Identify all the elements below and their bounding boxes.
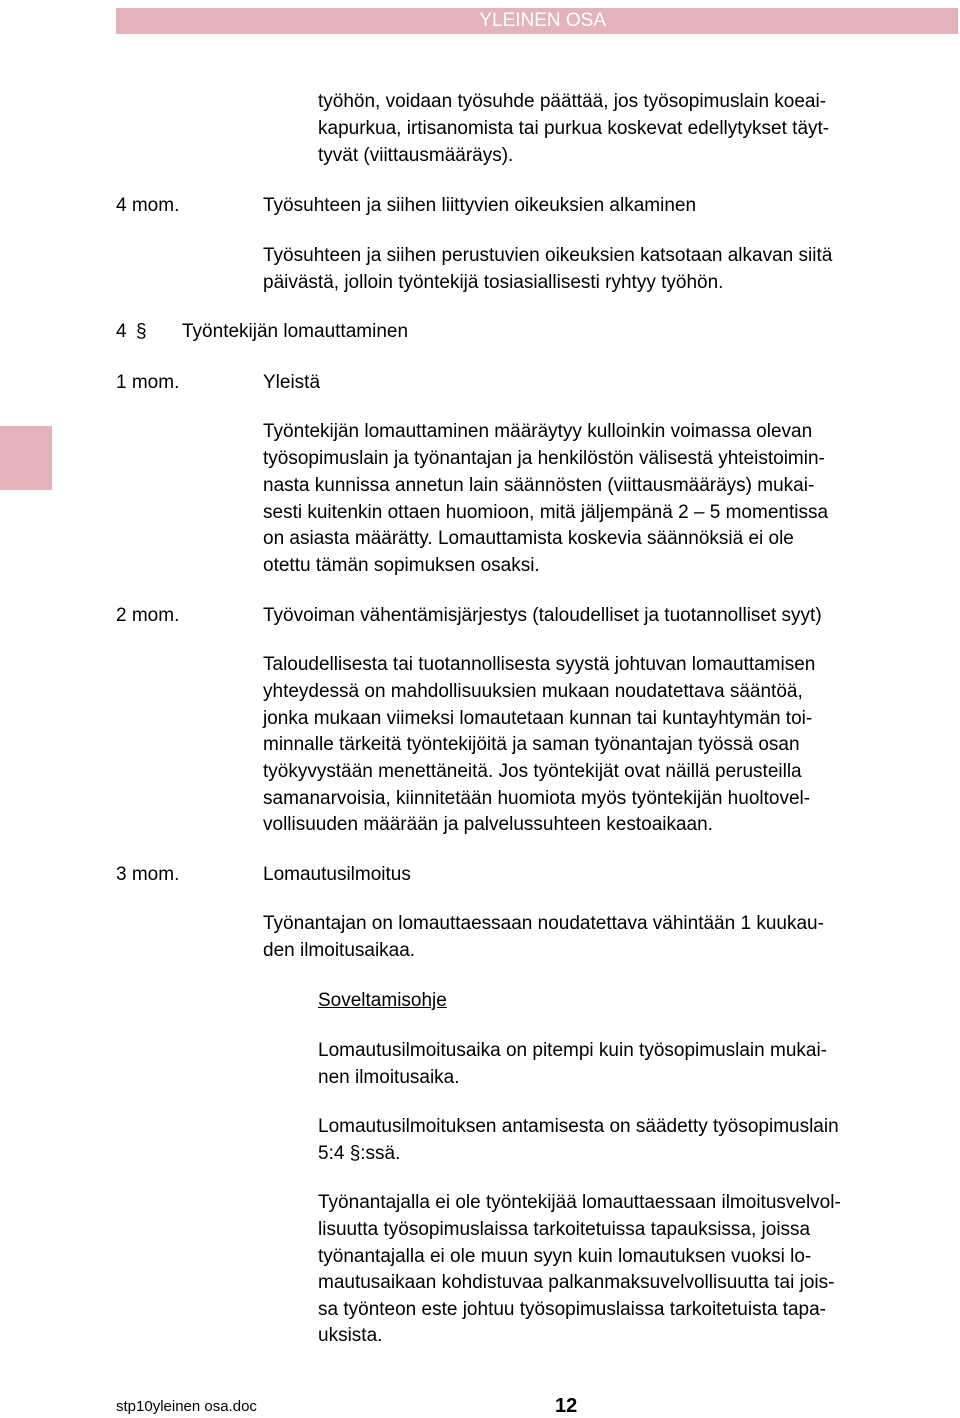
intro-line-3: tyvät (viittausmääräys).	[318, 145, 514, 166]
section-4-mom-line-1: Työsuhteen ja siihen perustuvien oikeuksien katsotaan alkavan siitä	[263, 245, 833, 266]
section-4-mom-line-2: päivästä, jolloin työntekijä tosiasiallisesti ryhtyy työhön.	[263, 272, 724, 293]
mom-1-line-3: nasta kunnissa annetun lain säännösten (viittausmääräys) mukai-	[263, 475, 815, 496]
mom-2-line-3: jonka mukaan viimeksi lomautetaan kunnan tai kuntayhtymän toi-	[263, 708, 813, 729]
mom-1-line-4: sesti kuitenkin ottaen huomioon, mitä jäljempänä 2 – 5 momentissa	[263, 502, 829, 523]
mom-2-title: Työvoiman vähentämisjärjestys (taloudelliset ja tuotannolliset syyt)	[263, 605, 822, 626]
guidance-p2-line-1: Lomautusilmoituksen antamisesta on säädetty työsopimuslain	[318, 1116, 839, 1137]
page-number: 12	[555, 1395, 578, 1417]
paragraph-4-title: Työntekijän lomauttaminen	[182, 321, 409, 342]
mom-2-line-6: samanarvoisia, kiinnitetään huomiota myös työntekijän huoltovel-	[263, 788, 811, 809]
mom-1-title: Yleistä	[263, 372, 321, 393]
intro-line-2: kapurkua, irtisanomista tai purkua koskevat edellytykset täyt-	[318, 118, 830, 139]
guidance-p3-line-5: sa työnteon este johtuu työsopimuslaissa tarkoitetuista tapa-	[318, 1299, 827, 1320]
guidance-p3-line-1: Työnantajalla ei ole työntekijää lomauttaessaan ilmoitusvelvol-	[318, 1192, 841, 1213]
mom-2-number: 2 mom.	[116, 605, 180, 626]
mom-1-line-6: otettu tämän sopimuksen osaksi.	[263, 555, 540, 576]
mom-3-line-2: den ilmoitusaikaa.	[263, 940, 416, 961]
mom-1-number: 1 mom.	[116, 372, 180, 393]
intro-line-1: työhön, voidaan työsuhde päättää, jos työsopimuslain koeai-	[318, 91, 827, 112]
paragraph-4-number: 4	[116, 321, 127, 342]
section-4-mom-title: Työsuhteen ja siihen liittyvien oikeuksien alkaminen	[263, 195, 697, 216]
mom-2-line-1: Taloudellisesta tai tuotannollisesta syystä johtuvan lomauttamisen	[263, 654, 816, 675]
mom-3-line-1: Työnantajan on lomauttaessaan noudatettava vähintään 1 kuukau-	[263, 913, 824, 934]
guidance-heading: Soveltamisohje	[318, 990, 447, 1011]
header-title: YLEINEN OSA	[479, 10, 606, 31]
mom-2-line-4: minnalle tärkeitä työntekijöitä ja saman työnantajan työssä osan	[263, 734, 800, 755]
paragraph-sign: §	[136, 321, 147, 342]
guidance-p3-line-4: mautusaikaan kohdistuvaa palkanmaksuvelvollisuutta tai jois-	[318, 1272, 835, 1293]
mom-3-title: Lomautusilmoitus	[263, 864, 411, 885]
mom-1-line-2: työsopimuslain ja työnantajan ja henkilöstön välisestä yhteistoimin-	[263, 448, 825, 469]
guidance-p3-line-6: uksista.	[318, 1325, 383, 1346]
mom-1-line-5: on asiasta määrätty. Lomauttamista koskevia säännöksiä ei ole	[263, 528, 794, 549]
guidance-p1-line-1: Lomautusilmoitusaika on pitempi kuin työsopimuslain mukai-	[318, 1040, 828, 1061]
mom-2-line-2: yhteydessä on mahdollisuuksien mukaan noudatettava sääntöä,	[263, 681, 803, 702]
guidance-p1-line-2: nen ilmoitusaika.	[318, 1067, 460, 1088]
mom-3-number: 3 mom.	[116, 864, 180, 885]
header-bar	[116, 8, 958, 34]
mom-2-line-7: vollisuuden määrään ja palvelussuhteen kestoaikaan.	[263, 814, 713, 835]
guidance-p3-line-2: lisuutta työsopimuslaissa tarkoitetuissa tapauksissa, joissa	[318, 1219, 811, 1240]
mom-2-line-5: työkyvystään menettäneitä. Jos työntekijät ovat näillä perusteilla	[263, 761, 802, 782]
guidance-p3-line-3: työnantajalla ei ole muun syyn kuin lomautuksen vuoksi lo-	[318, 1246, 812, 1267]
side-tab-marker	[0, 426, 52, 490]
guidance-p2-line-2: 5:4 §:ssä.	[318, 1143, 401, 1164]
mom-1-line-1: Työntekijän lomauttaminen määräytyy kulloinkin voimassa olevan	[263, 421, 813, 442]
section-4-mom-number: 4 mom.	[116, 195, 180, 216]
footer-filename: stp10yleinen osa.doc	[116, 1398, 257, 1415]
